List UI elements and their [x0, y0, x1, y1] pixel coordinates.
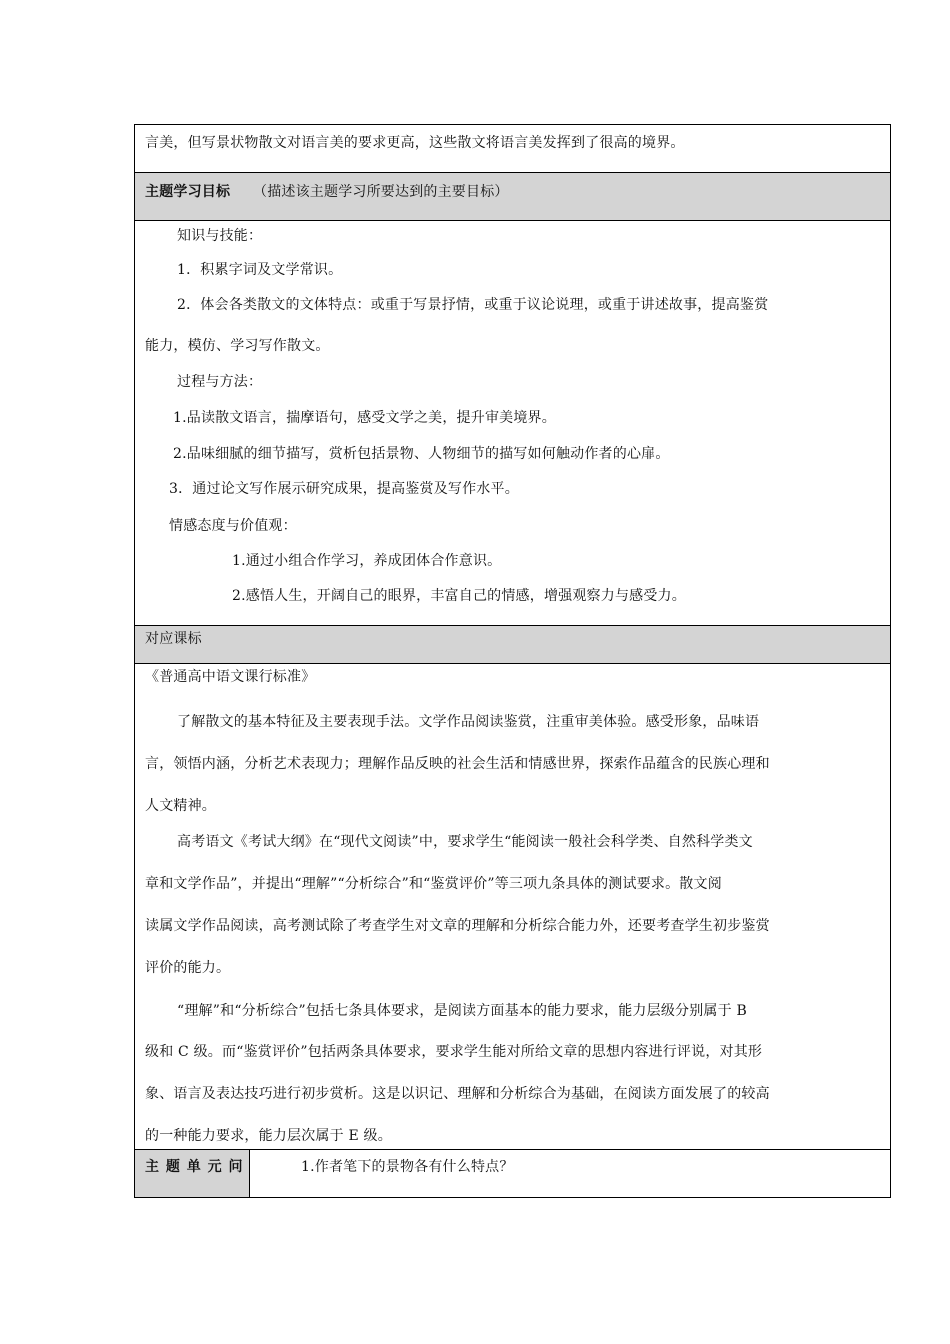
knowledge-item-1: 1．积累字词及文学常识。 — [177, 262, 343, 278]
process-item-1: 1.品读散文语言，揣摩语句，感受文学之美，提升审美境界。 — [173, 410, 556, 426]
goals-body — [135, 221, 890, 626]
goals-header-title: 主题学习目标 — [145, 184, 231, 200]
continuation-text: 言美，但写景状物散文对语言美的要求更高，这些散文将语言美发挥到了很高的境界。 — [145, 135, 685, 151]
knowledge-item-2b: 能力，模仿、学习写作散文。 — [145, 338, 330, 354]
continuation-row — [135, 125, 890, 173]
standards-header-title: 对应课标 — [145, 631, 202, 647]
unit-questions-row — [135, 1150, 890, 1197]
process-item-3: 3．通过论文写作展示研究成果，提高鉴赏及写作水平。 — [169, 481, 519, 497]
standards-para3-line1: “理解”和“分析综合”包括七条具体要求，是阅读方面基本的能力要求，能力层级分别属于 B — [177, 1003, 747, 1019]
knowledge-item-2a: 2．体会各类散文的文体特点：或重于写景抒情，或重于议论说理，或重于讲述故事，提高鉴赏 — [177, 297, 769, 313]
standards-para1-line3: 人文精神。 — [145, 798, 216, 814]
knowledge-heading: 知识与技能： — [177, 228, 263, 244]
unit-question-1: 1.作者笔下的景物各有什么特点？ — [301, 1159, 514, 1175]
standards-source: 《普通高中语文课行标准》 — [145, 669, 316, 685]
standards-body — [135, 664, 890, 1150]
standards-para2-line4: 评价的能力。 — [145, 960, 231, 976]
standards-para2-line2: 章和文学作品”，并提出“理解”“分析综合”和“鉴赏评价”等三项九条具体的测试要求。散文阅 — [145, 876, 722, 892]
standards-para2-line1: 高考语文《考试大纲》在“现代文阅读”中，要求学生“能阅读一般社会科学类、自然科学类文 — [177, 834, 753, 850]
lesson-plan-table — [134, 124, 891, 1198]
goals-header-note: （描述该主题学习所要达到的主要目标） — [253, 184, 509, 200]
unit-questions-label: 主 题 单 元 问 — [145, 1159, 244, 1175]
emotion-item-1: 1.通过小组合作学习，养成团体合作意识。 — [232, 553, 502, 569]
standards-para3-line4: 的一种能力要求，能力层次属于 E 级。 — [145, 1128, 392, 1144]
standards-para3-line2: 级和 C 级。而“鉴赏评价”包括两条具体要求，要求学生能对所给文章的思想内容进行评说，对其形 — [145, 1044, 763, 1060]
standards-para2-line3: 读属文学作品阅读，高考测试除了考查学生对文章的理解和分析综合能力外，还要考查学生初步鉴赏 — [145, 918, 770, 934]
standards-para1-line2: 言，领悟内涵，分析艺术表现力；理解作品反映的社会生活和情感世界，探索作品蕴含的民族心理和 — [145, 756, 770, 772]
emotion-heading: 情感态度与价值观： — [169, 518, 297, 534]
standards-para1-line1: 了解散文的基本特征及主要表现手法。文学作品阅读鉴赏，注重审美体验。感受形象，品味语 — [177, 714, 760, 730]
standards-header-row — [135, 626, 890, 664]
process-item-2: 2.品味细腻的细节描写，赏析包括景物、人物细节的描写如何触动作者的心扉。 — [173, 446, 670, 462]
emotion-item-2: 2.感悟人生，开阔自己的眼界，丰富自己的情感，增强观察力与感受力。 — [232, 588, 686, 604]
goals-header-row — [135, 173, 890, 221]
process-heading: 过程与方法： — [177, 374, 263, 390]
standards-para3-line3: 象、语言及表达技巧进行初步赏析。这是以识记、理解和分析综合为基础，在阅读方面发展了的较高 — [145, 1086, 770, 1102]
unit-questions-label-cell — [135, 1150, 250, 1197]
